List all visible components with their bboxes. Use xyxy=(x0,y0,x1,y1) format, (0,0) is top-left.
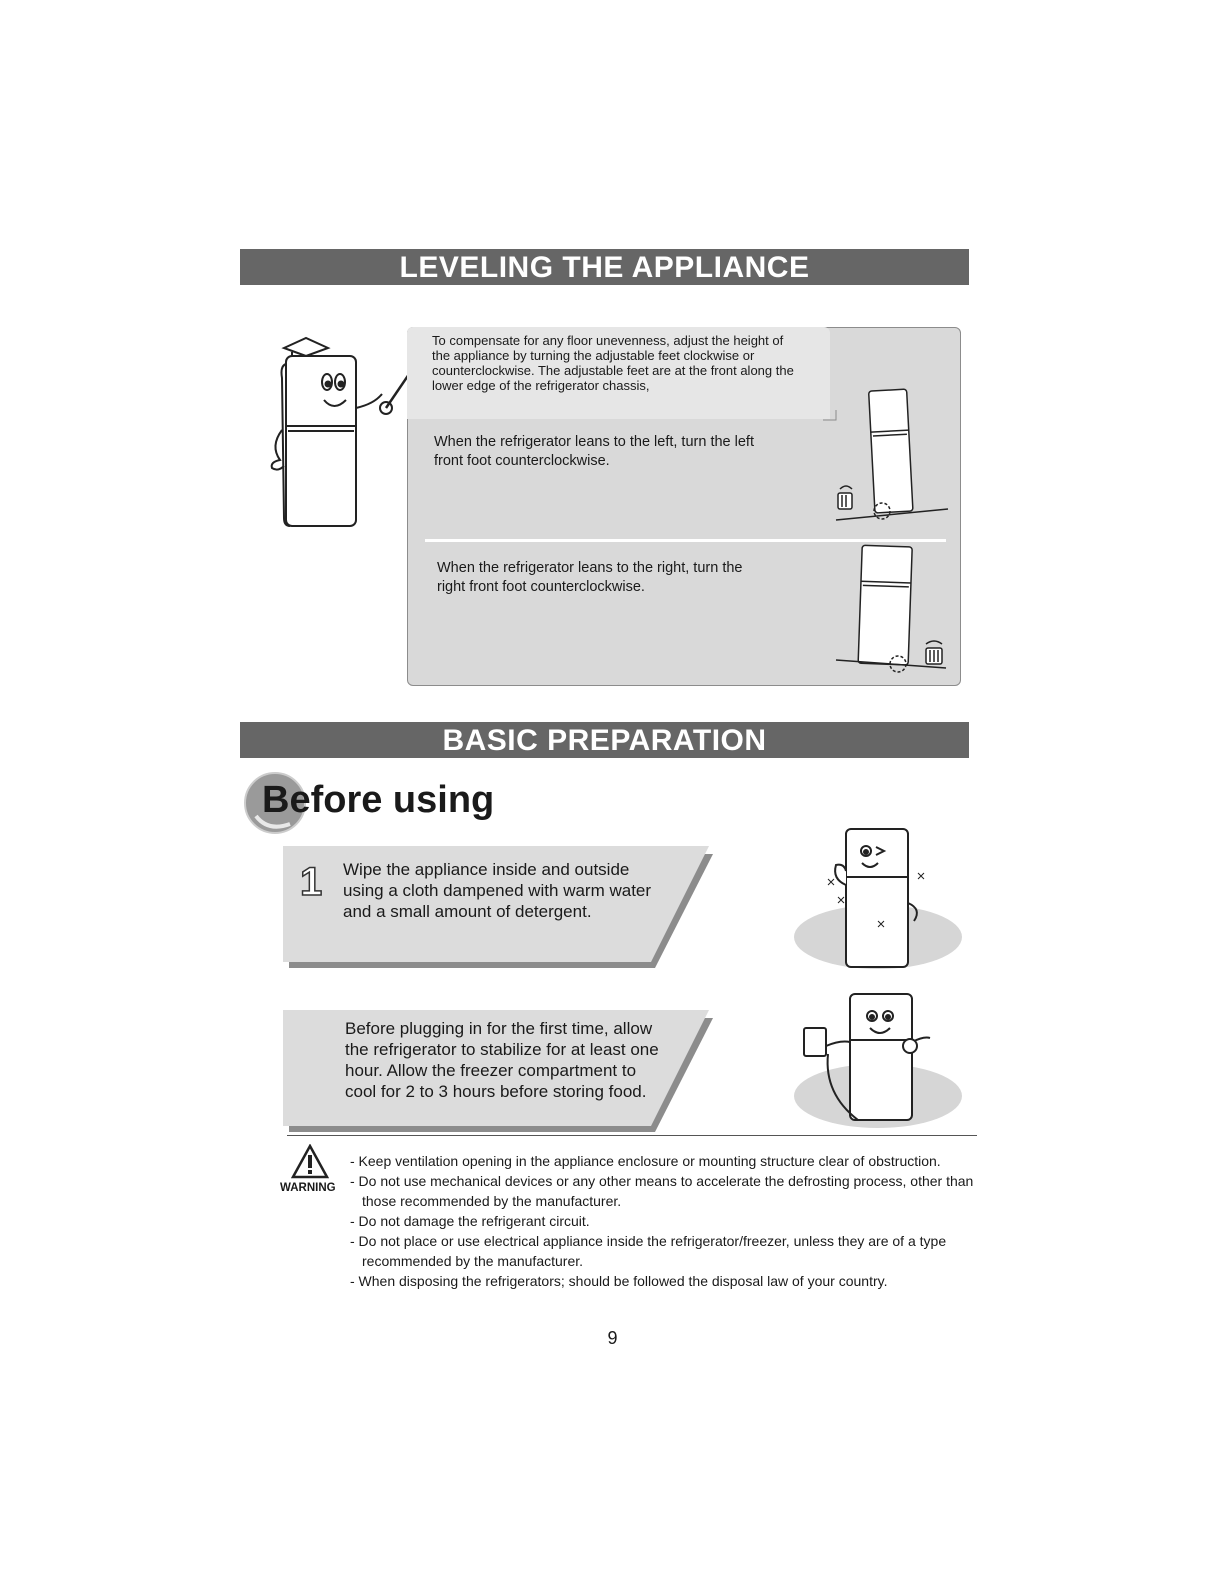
warning-divider-line xyxy=(287,1135,977,1136)
mascot-teacher-illustration xyxy=(262,330,422,530)
mascot-plugging-illustration xyxy=(792,988,967,1133)
warning-item: - Do not place or use electrical appliance inside the refrigerator/freezer, unless they are of a type recommended by the manufacturer. xyxy=(350,1233,947,1269)
warning-list xyxy=(350,1151,975,1291)
before-using-title: Before using xyxy=(262,779,495,821)
warning-item: - Do not damage the refrigerant circuit. xyxy=(350,1213,590,1229)
preparation-section-banner: BASIC PREPARATION xyxy=(240,722,969,758)
left-lean-instruction: When the refrigerator leans to the left, turn the left front foot counterclockwise. xyxy=(434,434,754,469)
warning-item: - Keep ventilation opening in the appliance enclosure or mounting structure clear of obstruction. xyxy=(350,1153,941,1169)
warning-item: - When disposing the refrigerators; should be followed the disposal law of your country. xyxy=(350,1273,888,1289)
step1-text: Wipe the appliance inside and outside using a cloth dampened with warm water and a small amount of detergent. xyxy=(343,860,652,921)
mascot-cleaning-illustration xyxy=(792,825,967,970)
fridge-lean-right-illustration xyxy=(832,540,952,680)
leveling-section-banner: LEVELING THE APPLIANCE xyxy=(240,249,969,285)
warning-label: WARNING xyxy=(280,1182,336,1194)
leveling-intro-text: To compensate for any floor unevenness, adjust the height of the appliance by turning the adjustable feet clockwise or counterclockwise. The adjustable feet are at the front along the lower edge of the refrigerator chassis, xyxy=(432,333,794,393)
right-lean-instruction: When the refrigerator leans to the right, turn the right front foot counterclockwise. xyxy=(437,560,743,595)
fridge-lean-left-illustration xyxy=(832,385,952,525)
step2-text: Before plugging in for the first time, allow the refrigerator to stabilize for at least one hour. Allow the freezer compartment to cool for 2 to 3 hours before storing food. xyxy=(345,1019,659,1101)
step1-number: 1 xyxy=(300,860,323,904)
page-number: 9 xyxy=(607,1328,618,1348)
warning-item: - Do not use mechanical devices or any other means to accelerate the defrosting process, other than those recommended by the manufacturer. xyxy=(350,1173,974,1209)
warning-triangle-icon xyxy=(291,1144,329,1180)
